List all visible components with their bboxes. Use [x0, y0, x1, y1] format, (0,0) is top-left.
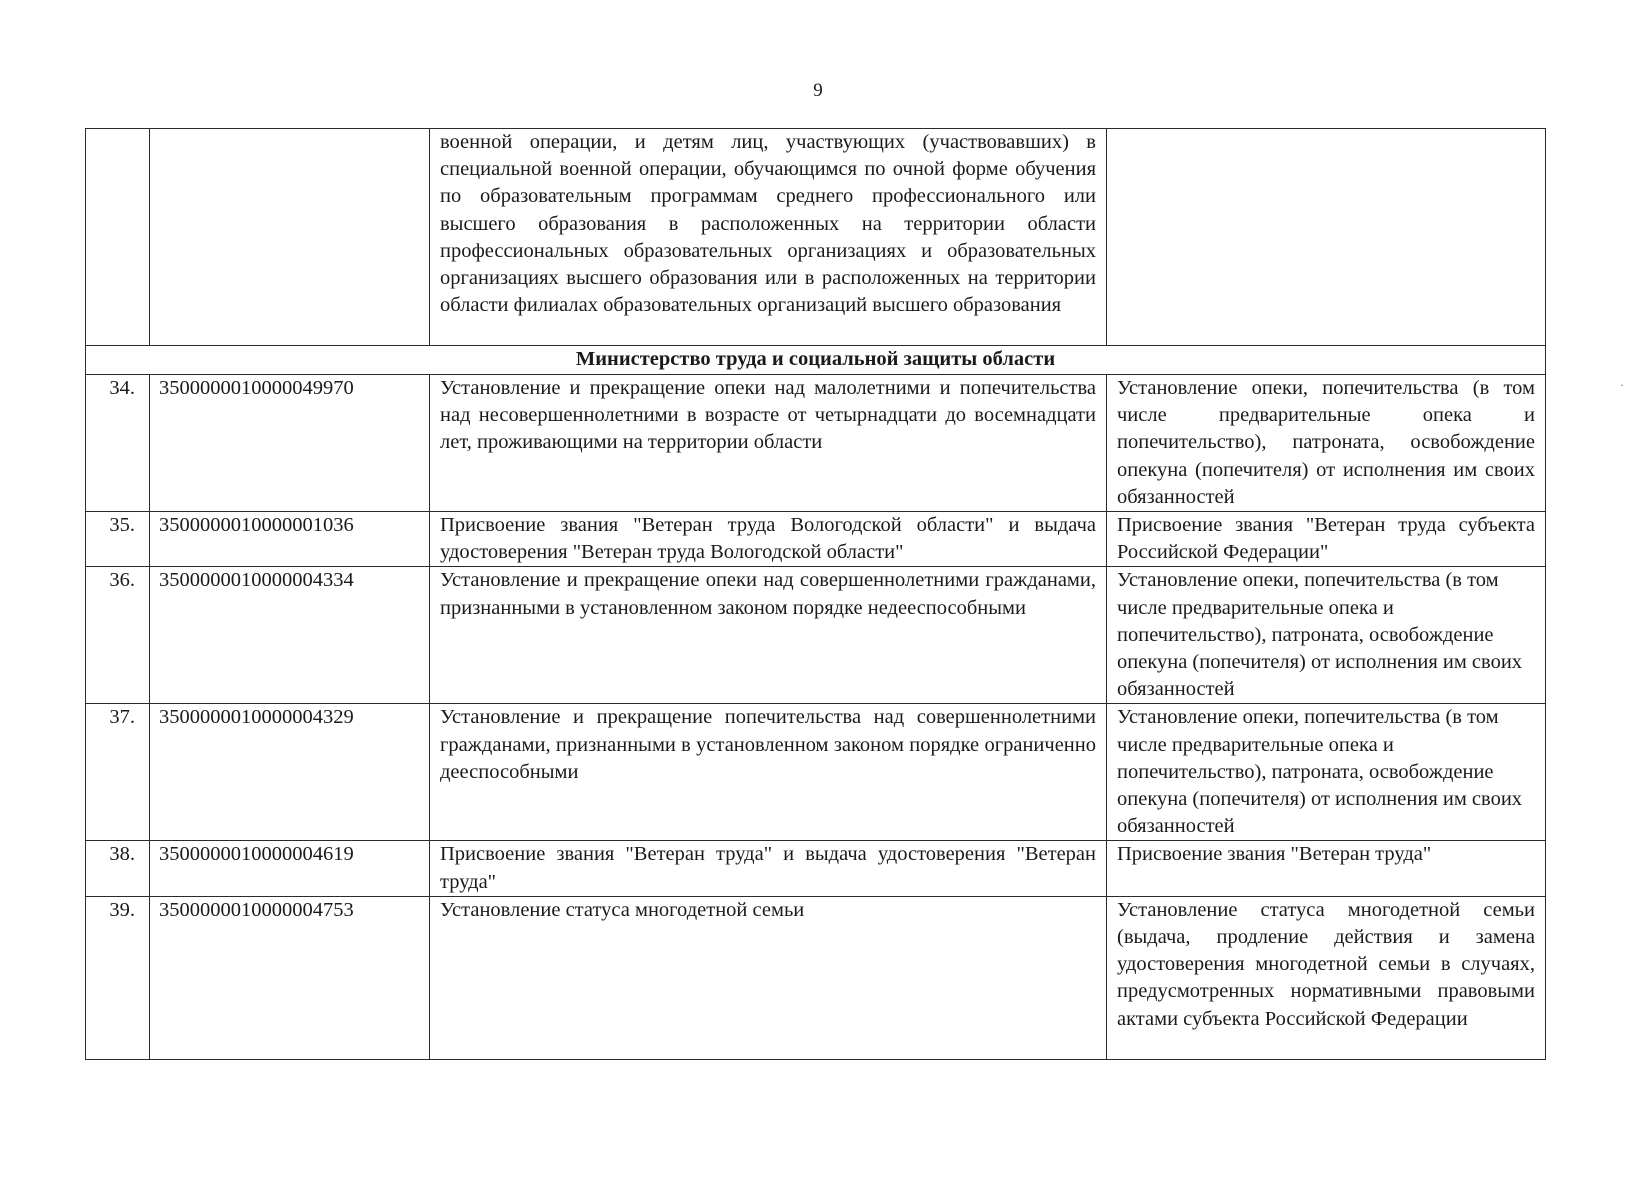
service-name: Установление и прекращение попечительства над совершеннолетними гражданами, признанными в установленном законом порядке ограниченно дееспособными [430, 704, 1107, 841]
row-number: 38. [86, 841, 150, 896]
service-description-cell [1107, 129, 1546, 346]
service-name: Установление и прекращение опеки над совершеннолетними гражданами, признанными в установленном законом порядке недееспособными [430, 567, 1107, 704]
table-row [86, 704, 1546, 841]
section-header-row [86, 346, 1546, 375]
service-description: Установление опеки, попечительства (в том числе предварительные опека и попечительство), патроната, освобождение опекуна (попечителя) от исполнения им своих обязанностей [1107, 567, 1546, 704]
row-number: 35. [86, 512, 150, 567]
service-name: Присвоение звания "Ветеран труда Вологодской области" и выдача удостоверения "Ветеран труда Вологодской области" [430, 512, 1107, 567]
service-code: 3500000010000004334 [150, 567, 430, 704]
service-code-cell [150, 129, 430, 346]
row-number: 34. [86, 375, 150, 512]
row-number: 36. [86, 567, 150, 704]
table-row [86, 841, 1546, 896]
scan-speck: · [1620, 378, 1624, 392]
page-number: 9 [813, 80, 823, 101]
service-description: Установление опеки, попечительства (в том числе предварительные опека и попечительство), патроната, освобождение опекуна (попечителя) от исполнения им своих обязанностей [1107, 375, 1546, 512]
services-table [85, 128, 1546, 1060]
table-row-continuation [86, 129, 1546, 346]
service-name-cell: военной операции, и детям лиц, участвующих (участвовавших) в специальной военной операции, обучающимся по очной форме обучения по образовательным программам среднего профессионального или высшего образования в расположенных на территории области профессиональных образовательных организациях и образовательных организациях высшего образования или в расположенных на территории области филиалах образовательных организаций высшего образования [430, 129, 1107, 346]
service-description: Присвоение звания "Ветеран труда субъекта Российской Федерации" [1107, 512, 1546, 567]
service-name: Присвоение звания "Ветеран труда" и выдача удостоверения "Ветеран труда" [430, 841, 1107, 896]
service-code: 3500000010000004753 [150, 896, 430, 1059]
table-row [86, 375, 1546, 512]
row-number: 37. [86, 704, 150, 841]
row-number: 39. [86, 896, 150, 1059]
service-description: Присвоение звания "Ветеран труда" [1107, 841, 1546, 896]
section-title: Министерство труда и социальной защиты области [86, 346, 1546, 375]
service-description: Установление опеки, попечительства (в том числе предварительные опека и попечительство), патроната, освобождение опекуна (попечителя) от исполнения им своих обязанностей [1107, 704, 1546, 841]
table-row [86, 567, 1546, 704]
table-row [86, 896, 1546, 1059]
service-code: 3500000010000004329 [150, 704, 430, 841]
table-row [86, 512, 1546, 567]
service-code: 3500000010000001036 [150, 512, 430, 567]
service-description: Установление статуса многодетной семьи (выдача, продление действия и замена удостоверения многодетной семьи в случаях, предусмотренных нормативными правовыми актами субъекта Российской Федерации [1107, 896, 1546, 1059]
service-code: 3500000010000049970 [150, 375, 430, 512]
service-name: Установление статуса многодетной семьи [430, 896, 1107, 1059]
service-name: Установление и прекращение опеки над малолетними и попечительства над несовершеннолетними в возрасте от четырнадцати до восемнадцати лет, проживающими на территории области [430, 375, 1107, 512]
row-number-cell [86, 129, 150, 346]
service-code: 3500000010000004619 [150, 841, 430, 896]
